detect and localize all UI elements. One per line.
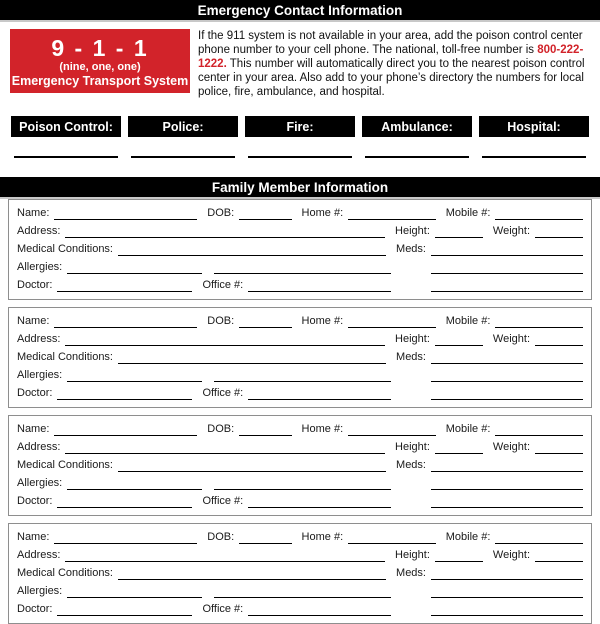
- contact-label-ambulance: Ambulance:: [362, 116, 472, 137]
- address-label: Address:: [17, 441, 61, 453]
- meds-continuation-line: [431, 281, 583, 292]
- name-row: [17, 422, 583, 436]
- mobile-phone-label: Mobile #:: [445, 531, 491, 543]
- 911-number: 9 - 1 - 1: [51, 35, 149, 61]
- meds-continuation-line: [431, 587, 583, 598]
- name-label: Name:: [17, 207, 50, 219]
- doctor-label: Doctor:: [17, 495, 53, 507]
- fire-blank-line: [248, 156, 352, 158]
- address-row: [17, 548, 583, 562]
- name-row: [17, 206, 583, 220]
- contact-blank-slot: [479, 156, 589, 158]
- name-row: [17, 530, 583, 544]
- allergies-row: [17, 368, 583, 382]
- emergency-section-header: [0, 0, 600, 22]
- family-section-header: [0, 177, 600, 199]
- ambulance-blank-line: [365, 156, 469, 158]
- doctor-row: [17, 278, 583, 292]
- height-label: Height:: [395, 333, 430, 345]
- home-phone-blank-line: [348, 317, 436, 328]
- medical-conditions-blank-line: [118, 569, 386, 580]
- address-row: [17, 440, 583, 454]
- address-blank-line: [65, 227, 385, 238]
- name-blank-line: [54, 317, 197, 328]
- name-label: Name:: [17, 423, 50, 435]
- family-member-block-3: [8, 415, 592, 516]
- mobile-phone-blank-line: [495, 425, 583, 436]
- mobile-phone-blank-line: [495, 317, 583, 328]
- home-phone-blank-line: [348, 425, 436, 436]
- family-member-block-1: [8, 199, 592, 300]
- medical-row: [17, 242, 583, 256]
- address-blank-line: [65, 443, 385, 454]
- name-blank-line: [54, 209, 197, 220]
- meds-continuation-line: [431, 389, 583, 400]
- allergies-row: [17, 476, 583, 490]
- address-blank-line: [65, 335, 385, 346]
- medical-conditions-label: Medical Conditions:: [17, 351, 113, 363]
- allergies-continuation-line: [214, 371, 391, 382]
- office-phone-label: Office #:: [202, 603, 244, 615]
- height-label: Height:: [395, 549, 430, 561]
- weight-label: Weight:: [492, 333, 530, 345]
- office-phone-label: Office #:: [202, 495, 244, 507]
- office-phone-blank-line: [248, 389, 391, 400]
- address-row: [17, 224, 583, 238]
- name-row: [17, 314, 583, 328]
- medical-conditions-blank-line: [118, 245, 386, 256]
- doctor-row: [17, 494, 583, 508]
- emergency-section-title: Emergency Contact Information: [197, 3, 403, 18]
- doctor-blank-line: [57, 497, 192, 508]
- medical-conditions-blank-line: [118, 353, 386, 364]
- address-row: [17, 332, 583, 346]
- meds-label: Meds:: [396, 459, 426, 471]
- meds-continuation-line: [431, 605, 583, 616]
- home-phone-label: Home #:: [301, 423, 344, 435]
- meds-label: Meds:: [396, 243, 426, 255]
- 911-phonetic: (nine, one, one): [59, 61, 141, 73]
- medical-row: [17, 566, 583, 580]
- mobile-phone-label: Mobile #:: [445, 315, 491, 327]
- home-phone-label: Home #:: [301, 531, 344, 543]
- contact-blank-slot: [128, 156, 238, 158]
- contact-label-fire: Fire:: [245, 116, 355, 137]
- address-blank-line: [65, 551, 385, 562]
- allergies-continuation-line: [214, 479, 391, 490]
- doctor-row: [17, 602, 583, 616]
- 911-subtitle: Emergency Transport System: [11, 74, 189, 88]
- address-label: Address:: [17, 333, 61, 345]
- doctor-label: Doctor:: [17, 279, 53, 291]
- family-member-block-4: [8, 523, 592, 624]
- allergies-blank-line: [67, 263, 202, 274]
- address-label: Address:: [17, 225, 61, 237]
- medical-conditions-label: Medical Conditions:: [17, 459, 113, 471]
- allergies-label: Allergies:: [17, 261, 63, 273]
- contact-labels-row: [11, 116, 589, 137]
- office-phone-blank-line: [248, 281, 391, 292]
- medical-conditions-blank-line: [118, 461, 386, 472]
- family-section-title: Family Member Information: [211, 180, 389, 195]
- home-phone-blank-line: [348, 209, 436, 220]
- dob-blank-line: [239, 317, 291, 328]
- height-blank-line: [435, 227, 483, 238]
- doctor-blank-line: [57, 605, 192, 616]
- medical-row: [17, 458, 583, 472]
- mobile-phone-blank-line: [495, 533, 583, 544]
- home-phone-blank-line: [348, 533, 436, 544]
- doctor-blank-line: [57, 389, 192, 400]
- allergies-blank-line: [67, 479, 202, 490]
- height-label: Height:: [395, 225, 430, 237]
- address-label: Address:: [17, 549, 61, 561]
- dob-label: DOB:: [207, 531, 235, 543]
- allergies-continuation-line: [214, 263, 391, 274]
- name-label: Name:: [17, 315, 50, 327]
- intro-section: [10, 29, 600, 99]
- medical-conditions-label: Medical Conditions:: [17, 243, 113, 255]
- 911-red-box: [10, 29, 190, 93]
- poison-control-blank-line: [14, 156, 118, 158]
- doctor-row: [17, 386, 583, 400]
- weight-label: Weight:: [492, 225, 530, 237]
- meds-blank-line: [431, 461, 583, 472]
- meds-blank-line: [431, 245, 583, 256]
- hospital-blank-line: [482, 156, 586, 158]
- allergies-blank-line: [67, 587, 202, 598]
- instructions-text-start: If the 911 system is not available in your area, add the poison control center phone number to your cell phone. The national, toll-free number is: [198, 30, 583, 56]
- contact-blank-lines-row: [11, 156, 589, 158]
- meds-label: Meds:: [396, 567, 426, 579]
- allergies-row: [17, 584, 583, 598]
- dob-label: DOB:: [207, 423, 235, 435]
- allergies-label: Allergies:: [17, 477, 63, 489]
- name-blank-line: [54, 533, 197, 544]
- weight-label: Weight:: [492, 549, 530, 561]
- dob-label: DOB:: [207, 207, 235, 219]
- name-label: Name:: [17, 531, 50, 543]
- office-phone-blank-line: [248, 497, 391, 508]
- medical-conditions-label: Medical Conditions:: [17, 567, 113, 579]
- dob-blank-line: [239, 209, 291, 220]
- poison-control-phone-number: 800-222-1222.: [198, 44, 584, 70]
- home-phone-label: Home #:: [301, 207, 344, 219]
- meds-continuation-line: [431, 497, 583, 508]
- office-phone-label: Office #:: [202, 387, 244, 399]
- mobile-phone-label: Mobile #:: [445, 207, 491, 219]
- meds-blank-line: [431, 569, 583, 580]
- dob-label: DOB:: [207, 315, 235, 327]
- allergies-blank-line: [67, 371, 202, 382]
- contact-label-poison-control: Poison Control:: [11, 116, 121, 137]
- police-blank-line: [131, 156, 235, 158]
- name-blank-line: [54, 425, 197, 436]
- weight-blank-line: [535, 335, 583, 346]
- height-blank-line: [435, 551, 483, 562]
- doctor-blank-line: [57, 281, 192, 292]
- mobile-phone-blank-line: [495, 209, 583, 220]
- allergies-label: Allergies:: [17, 369, 63, 381]
- allergies-row: [17, 260, 583, 274]
- contact-blank-slot: [11, 156, 121, 158]
- office-phone-label: Office #:: [202, 279, 244, 291]
- medical-row: [17, 350, 583, 364]
- doctor-label: Doctor:: [17, 387, 53, 399]
- weight-blank-line: [535, 443, 583, 454]
- home-phone-label: Home #:: [301, 315, 344, 327]
- height-blank-line: [435, 443, 483, 454]
- doctor-label: Doctor:: [17, 603, 53, 615]
- contact-blank-slot: [362, 156, 472, 158]
- office-phone-blank-line: [248, 605, 391, 616]
- weight-blank-line: [535, 551, 583, 562]
- weight-label: Weight:: [492, 441, 530, 453]
- meds-continuation-line: [431, 263, 583, 274]
- allergies-continuation-line: [214, 587, 391, 598]
- meds-blank-line: [431, 353, 583, 364]
- contact-label-hospital: Hospital:: [479, 116, 589, 137]
- instructions-text-end: This number will automatically direct you to the nearest poison control center in your area. Also add to your phone’s directory the numbers for local police, fire, ambulance, and hospital.: [198, 58, 585, 98]
- contact-blank-slot: [245, 156, 355, 158]
- mobile-phone-label: Mobile #:: [445, 423, 491, 435]
- family-member-block-2: [8, 307, 592, 408]
- meds-continuation-line: [431, 479, 583, 490]
- poison-control-instructions: [198, 29, 597, 99]
- weight-blank-line: [535, 227, 583, 238]
- allergies-label: Allergies:: [17, 585, 63, 597]
- contact-label-police: Police:: [128, 116, 238, 137]
- meds-label: Meds:: [396, 351, 426, 363]
- height-label: Height:: [395, 441, 430, 453]
- meds-continuation-line: [431, 371, 583, 382]
- dob-blank-line: [239, 425, 291, 436]
- height-blank-line: [435, 335, 483, 346]
- dob-blank-line: [239, 533, 291, 544]
